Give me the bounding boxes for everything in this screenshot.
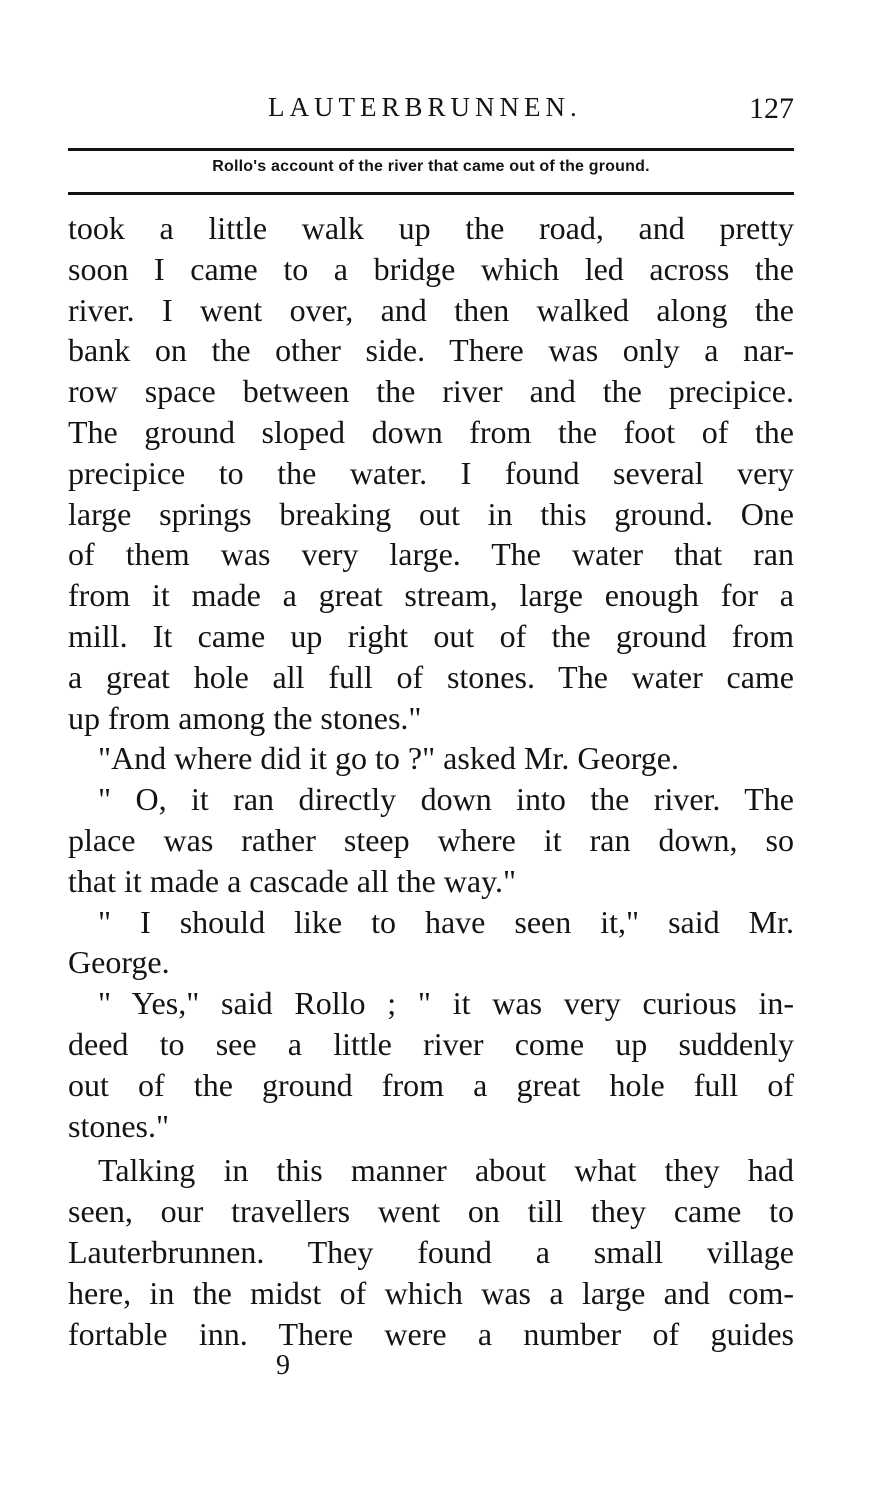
text-line: fortable inn. There were a number of guides [68, 1315, 794, 1352]
text-line: that it made a cascade all the way." [68, 862, 517, 899]
signature-mark [0, 1350, 726, 1382]
text-line: George. [68, 944, 170, 981]
text-line: of them was very large. The water that ran [68, 536, 794, 573]
text-line: out of the ground from a great hole full of [68, 1066, 794, 1103]
text-line: " Yes," said Rollo ; " it was very curious in- [98, 985, 794, 1022]
text-line: place was rather steep where it ran down, so [68, 821, 794, 858]
text-line: deed to see a little river come up suddenly [68, 1025, 794, 1062]
text-line: here, in the midst of which was a large and com- [68, 1274, 794, 1311]
running-title: LAUTERBRUNNEN. [268, 92, 582, 122]
text-line: large springs breaking out in this ground. One [68, 495, 794, 532]
header-rule-bottom [68, 192, 794, 195]
text-line: " O, it ran directly down into the river. The [98, 781, 794, 818]
text-line: Lauterbrunnen. They found a small village [68, 1233, 794, 1270]
text-line: row space between the river and the precipice. [68, 373, 794, 410]
text-line: stones." [68, 1107, 170, 1144]
text-line: " I should like to have seen it," said Mr. [98, 903, 794, 940]
text-line: The ground sloped down from the foot of the [68, 413, 794, 450]
text-line: seen, our travellers went on till they came to [68, 1193, 794, 1230]
text-line: up from among the stones." [68, 699, 422, 736]
signature-number: 9 [276, 1350, 290, 1381]
text-line: "And where did it go to ?" asked Mr. George. [98, 740, 679, 777]
page-number: 127 [749, 92, 794, 125]
text-line: a great hole all full of stones. The water came [68, 658, 794, 695]
text-line: Talking in this manner about what they had [98, 1152, 794, 1189]
running-head [68, 92, 794, 132]
text-line: took a little walk up the road, and pretty [68, 210, 794, 246]
text-line: river. I went over, and then walked along the [68, 291, 794, 328]
text-line: bank on the other side. There was only a nar- [68, 332, 794, 369]
text-line: soon I came to a bridge which led across the [68, 250, 794, 287]
text-line: from it made a great stream, large enough for a [68, 577, 794, 614]
header-rule-top [68, 148, 794, 151]
chapter-subheading: Rollo's account of the river that came out of the ground. [212, 158, 650, 175]
body-text [68, 208, 794, 1354]
text-line: mill. It came up right out of the ground from [68, 617, 794, 654]
text-line: precipice to the water. I found several very [68, 454, 794, 491]
